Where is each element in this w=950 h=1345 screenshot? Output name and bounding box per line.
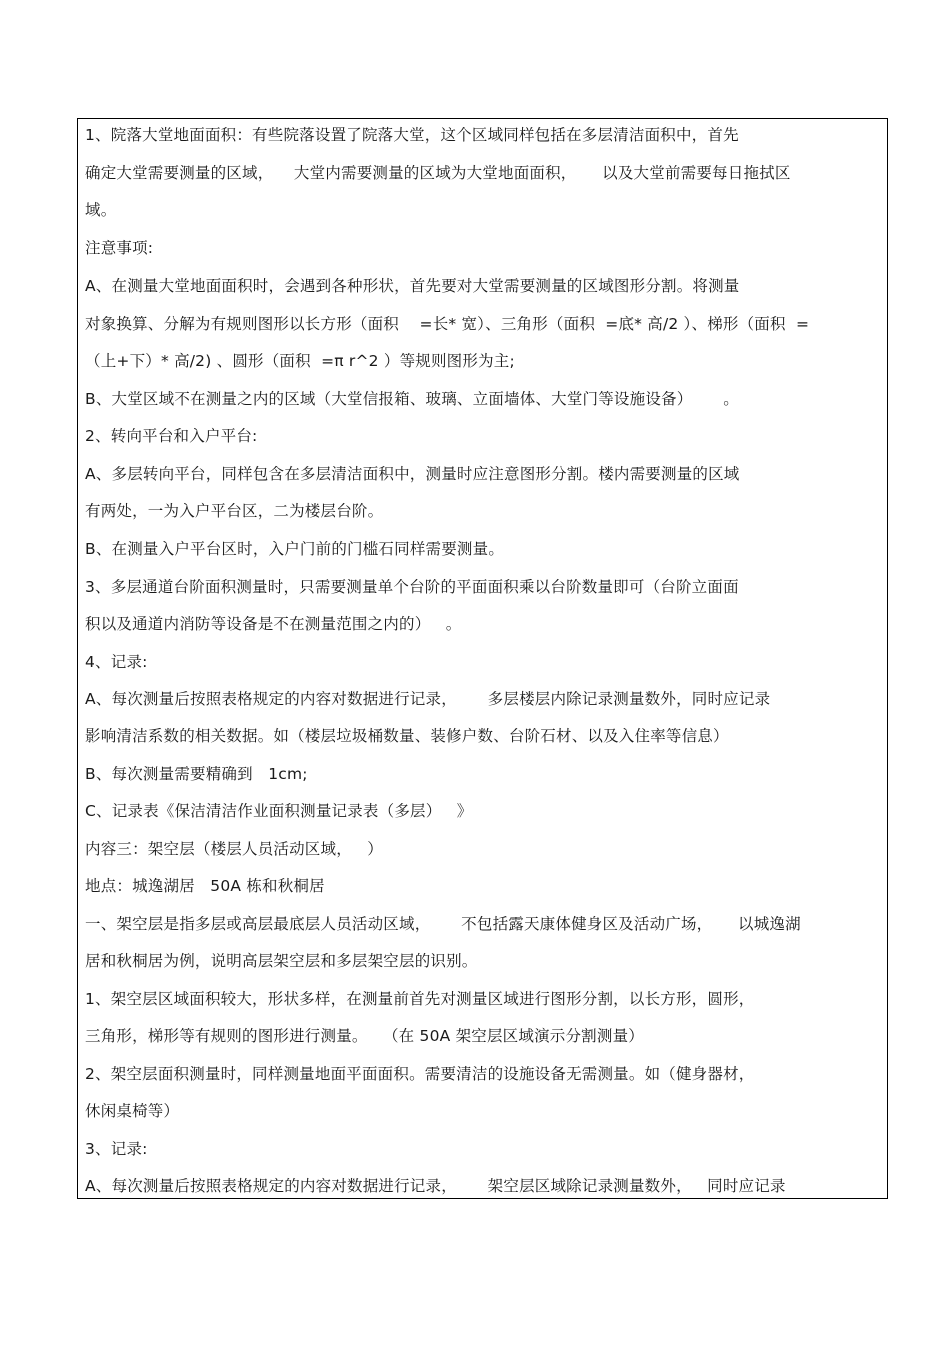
text-line: 三角形，梯形等有规则的图形进行测量。 （在 50A 架空层区域演示分割测量） xyxy=(85,1027,644,1045)
text-line: A、每次测量后按照表格规定的内容对数据进行记录， 多层楼层内除记录测量数外，同时应记录 xyxy=(85,690,771,708)
text-line: 居和秋桐居为例，说明高层架空层和多层架空层的识别。 xyxy=(85,952,478,970)
text-line: B、在测量入户平台区时，入户门前的门槛石同样需要测量。 xyxy=(85,540,505,558)
text-line: 3、多层通道台阶面积测量时，只需要测量单个台阶的平面面积乘以台阶数量即可（台阶立面面 xyxy=(85,578,739,596)
text-line: 1、院落大堂地面面积：有些院落设置了院落大堂，这个区域同样包括在多层清洁面积中，首先 xyxy=(85,126,739,144)
text-line: 影响清洁系数的相关数据。如（楼层垃圾桶数量、装修户数、台阶石材、以及入住率等信息） xyxy=(85,727,729,745)
text-line: 地点：城逸湖居 50A 栋和秋桐居 xyxy=(85,877,325,895)
text-line: 有两处，一为入户平台区，二为楼层台阶。 xyxy=(85,502,384,520)
text-line: 休闲桌椅等） xyxy=(85,1102,180,1120)
text-line: 注意事项: xyxy=(85,239,154,257)
text-line: 一、架空层是指多层或高层最底层人员活动区域， 不包括露天康体健身区及活动广场， 以城逸湖 xyxy=(85,915,801,933)
text-line: 域。 xyxy=(85,201,117,219)
text-line: A、每次测量后按照表格规定的内容对数据进行记录， 架空层区域除记录测量数外， 同时应记录 xyxy=(85,1177,786,1195)
text-line: 积以及通道内消防等设备是不在测量范围之内的） 。 xyxy=(85,615,462,633)
text-line: B、大堂区域不在测量之内的区域（大堂信报箱、玻璃、立面墙体、大堂门等设施设备） 。 xyxy=(85,390,739,408)
text-line: B、每次测量需要精确到 1cm; xyxy=(85,765,308,783)
text-line: （上+下）* 高/2) 、圆形（面积 =π r^2 ）等规则图形为主; xyxy=(85,352,515,370)
text-line: A、在测量大堂地面面积时，会遇到各种形状，首先要对大堂需要测量的区域图形分割。将测量 xyxy=(85,277,740,295)
text-line: 4、记录: xyxy=(85,653,148,671)
text-line: 1、架空层区域面积较大，形状多样，在测量前首先对测量区域进行图形分割，以长方形，圆形， xyxy=(85,990,755,1008)
text-line: A、多层转向平台，同样包含在多层清洁面积中，测量时应注意图形分割。楼内需要测量的区域 xyxy=(85,465,740,483)
text-line: 2、架空层面积测量时，同样测量地面平面面积。需要清洁的设施设备无需测量。如（健身器材， xyxy=(85,1065,755,1083)
text-line: 3、记录: xyxy=(85,1140,148,1158)
text-line: 2、转向平台和入户平台: xyxy=(85,427,258,445)
text-line: C、记录表《保洁清洁作业面积测量记录表（多层） 》 xyxy=(85,802,473,820)
text-line: 内容三：架空层（楼层人员活动区域， ） xyxy=(85,840,383,858)
text-line: 确定大堂需要测量的区域， 大堂内需要测量的区域为大堂地面面积， 以及大堂前需要每日拖拭区 xyxy=(85,164,791,182)
text-line: 对象换算、分解为有规则图形以长方形（面积 =长* 宽）、三角形（面积 =底* 高/2 ）、梯形（面积 = xyxy=(85,315,810,333)
